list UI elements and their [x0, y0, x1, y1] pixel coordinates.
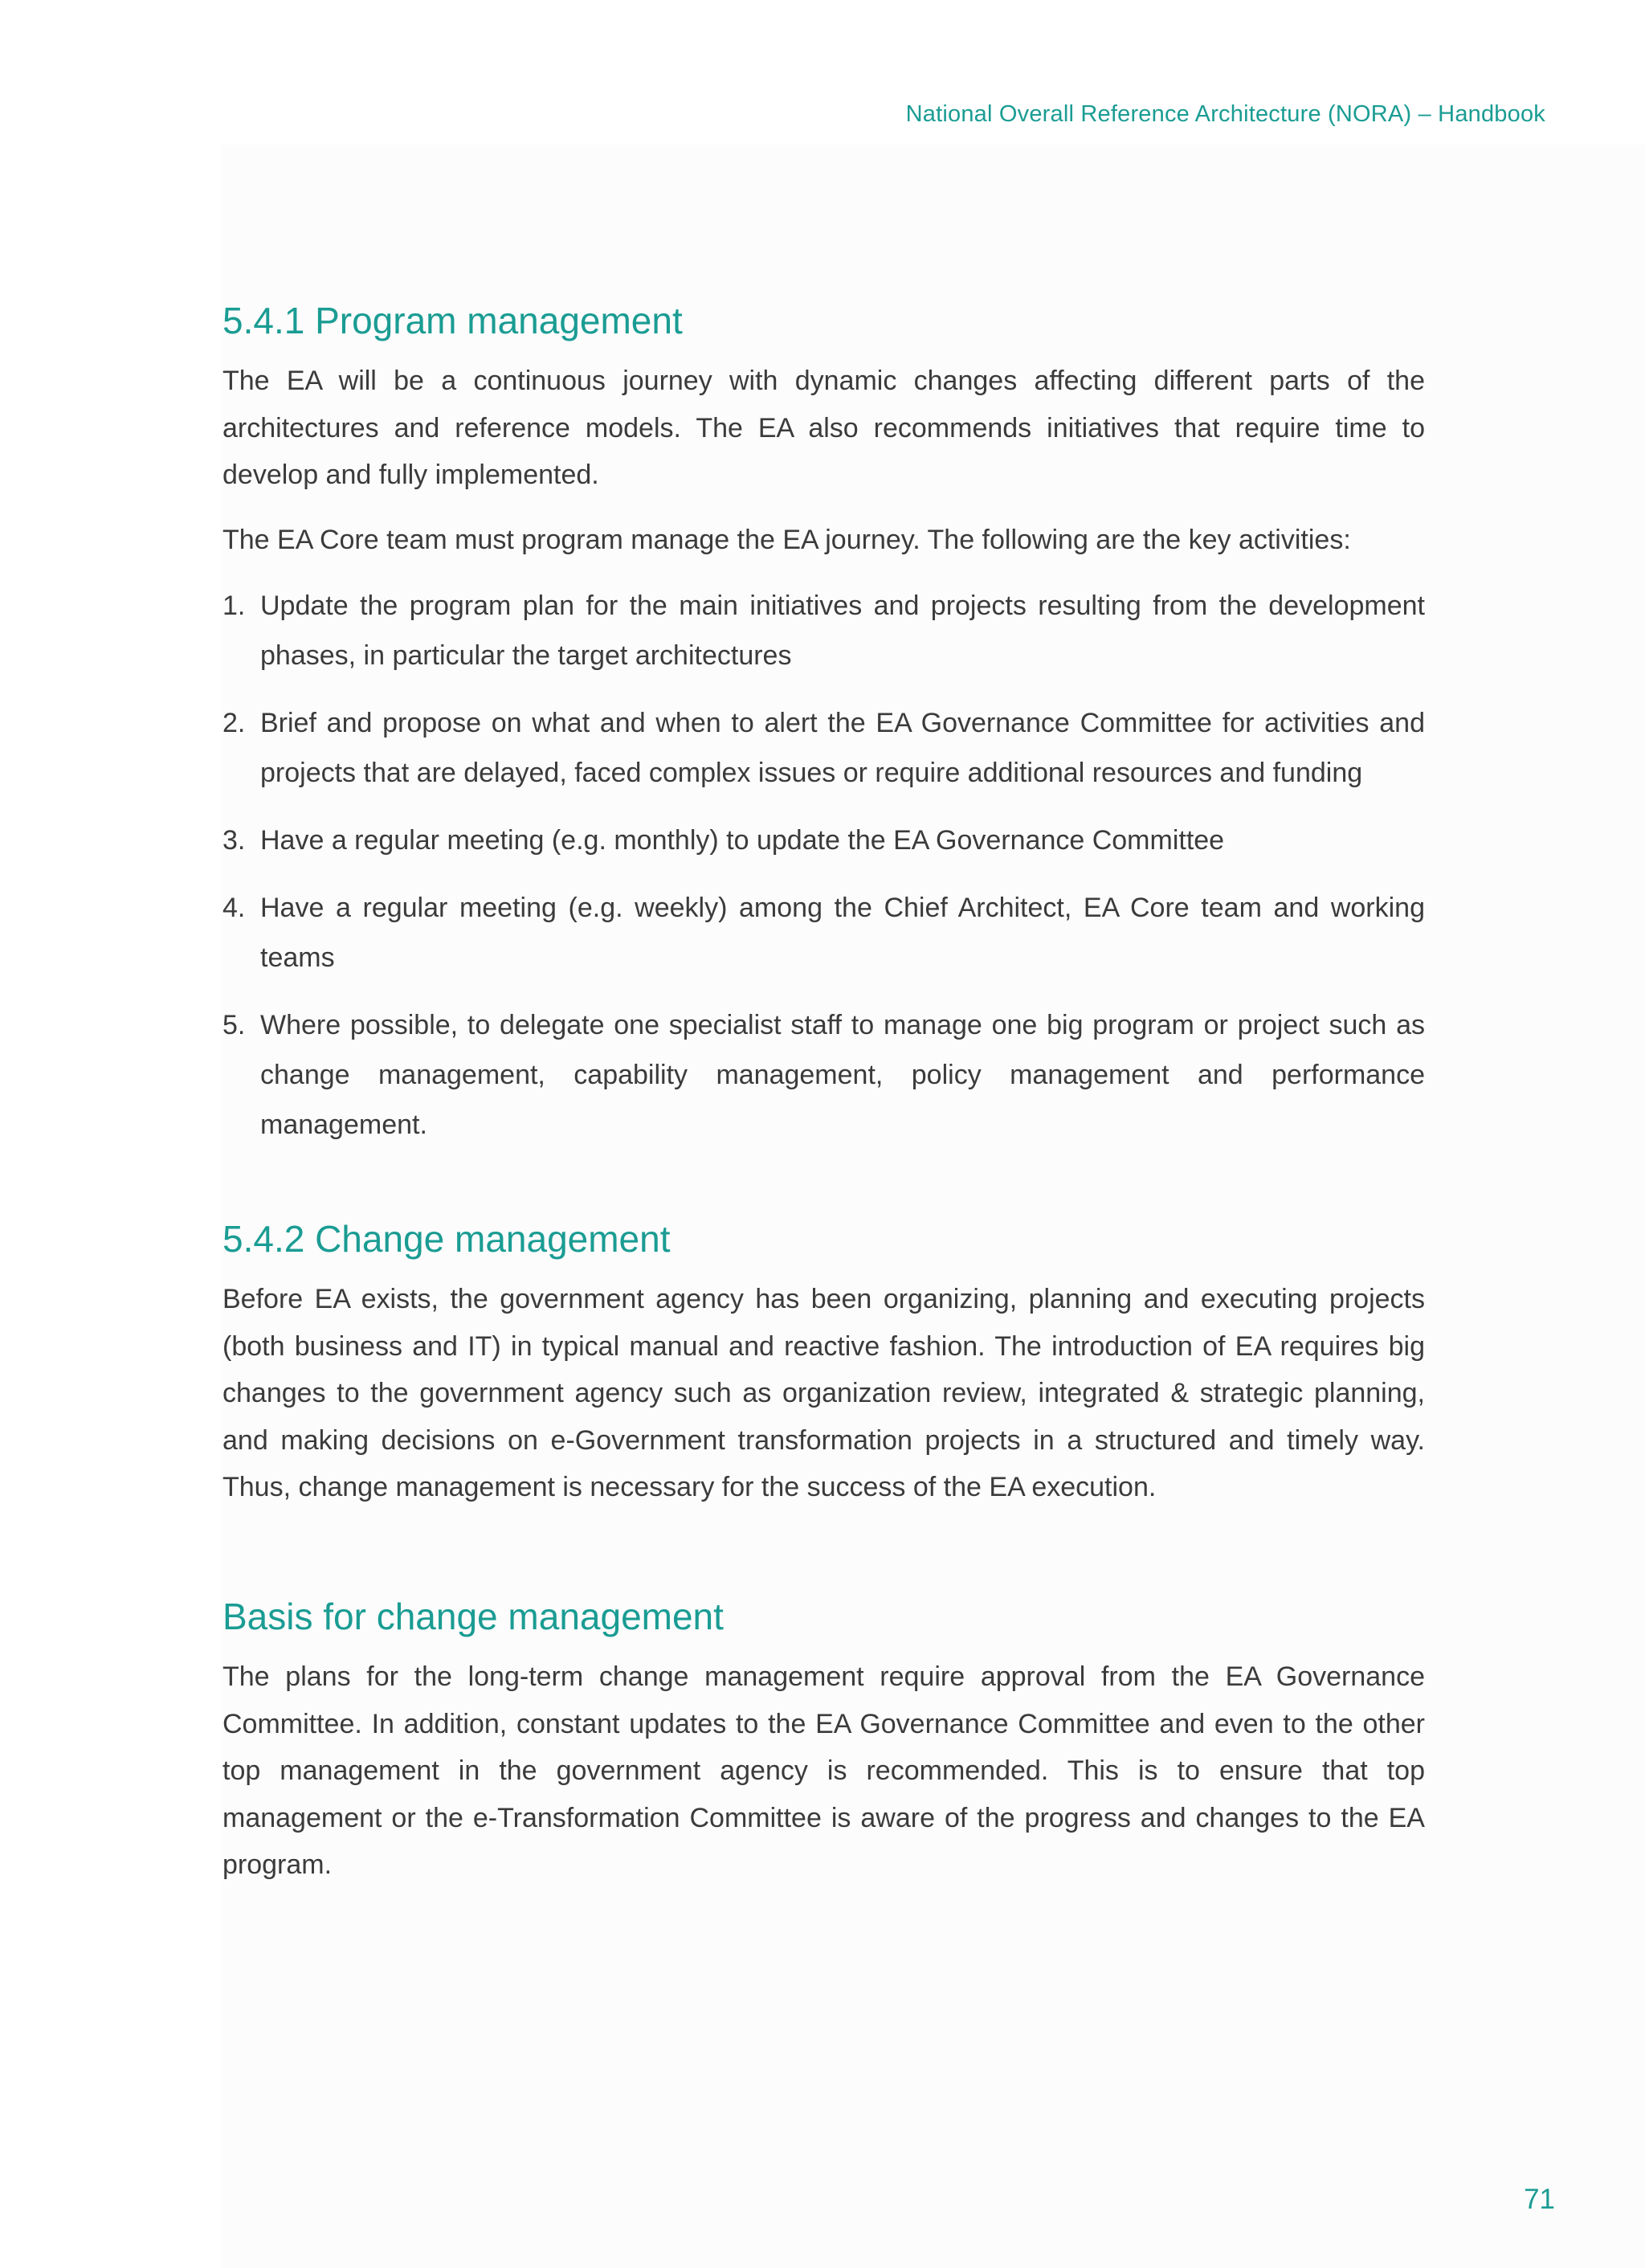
page-number: 71	[1524, 2184, 1555, 2215]
paragraph: The EA will be a continuous journey with dynamic changes affecting different parts of the architectures and reference models. The EA also recommends initiatives that require time to develop and fully implemented.	[222, 366, 1425, 491]
section-heading: 5.4.2 Change management	[222, 1218, 671, 1261]
list-item	[222, 1000, 1425, 1150]
list-number: 5.	[222, 1010, 246, 1041]
paragraph: The plans for the long-term change management require approval from the EA Governance Committee. In addition, constant updates to the EA Governance Committee and even to the other top management in the government agency is recommended. This is to ensure that top management or the e-Transformation Committee is aware of the progress and changes to the EA program.	[222, 1661, 1425, 1881]
list-number: 4.	[222, 893, 246, 924]
list-number: 1.	[222, 590, 246, 622]
key-activities-list	[222, 581, 1425, 1150]
running-header: National Overall Reference Architecture (NORA) – Handbook	[905, 101, 1545, 127]
page-content	[222, 299, 1425, 1906]
list-item	[222, 815, 1425, 865]
list-item	[222, 698, 1425, 798]
section-basis-for-change-management	[222, 1595, 1425, 1889]
list-text: Have a regular meeting (e.g. monthly) to update the EA Governance Committee	[260, 825, 1225, 856]
list-text: Update the program plan for the main initiatives and projects resulting from the development phases, in particular the target architectures	[260, 590, 1425, 672]
section-heading: Basis for change management	[222, 1595, 724, 1637]
paragraph: The EA Core team must program manage the EA journey. The following are the key activities:	[222, 524, 1351, 555]
list-text: Where possible, to delegate one specialist staff to manage one big program or project such as change management, capability management, policy management and performance management.	[260, 1010, 1425, 1141]
paragraph: Before EA exists, the government agency has been organizing, planning and executing projects (both business and IT) in typical manual and reactive fashion. The introduction of EA requires big changes to the government agency such as organization review, integrated & strategic planning, and making decisions on e-Government transformation projects in a structured and timely way. Thus, change management is necessary for the success of the EA execution.	[222, 1284, 1425, 1503]
section-heading: 5.4.1 Program management	[222, 300, 683, 341]
list-number: 3.	[222, 825, 246, 856]
list-text: Have a regular meeting (e.g. weekly) among the Chief Architect, EA Core team and working teams	[260, 893, 1425, 974]
list-number: 2.	[222, 708, 246, 739]
list-item	[222, 883, 1425, 983]
list-text: Brief and propose on what and when to alert the EA Governance Committee for activities and projects that are delayed, faced complex issues or require additional resources and funding	[260, 708, 1425, 789]
list-item	[222, 581, 1425, 680]
section-program-management	[222, 299, 1425, 1150]
section-change-management	[222, 1217, 1425, 1511]
